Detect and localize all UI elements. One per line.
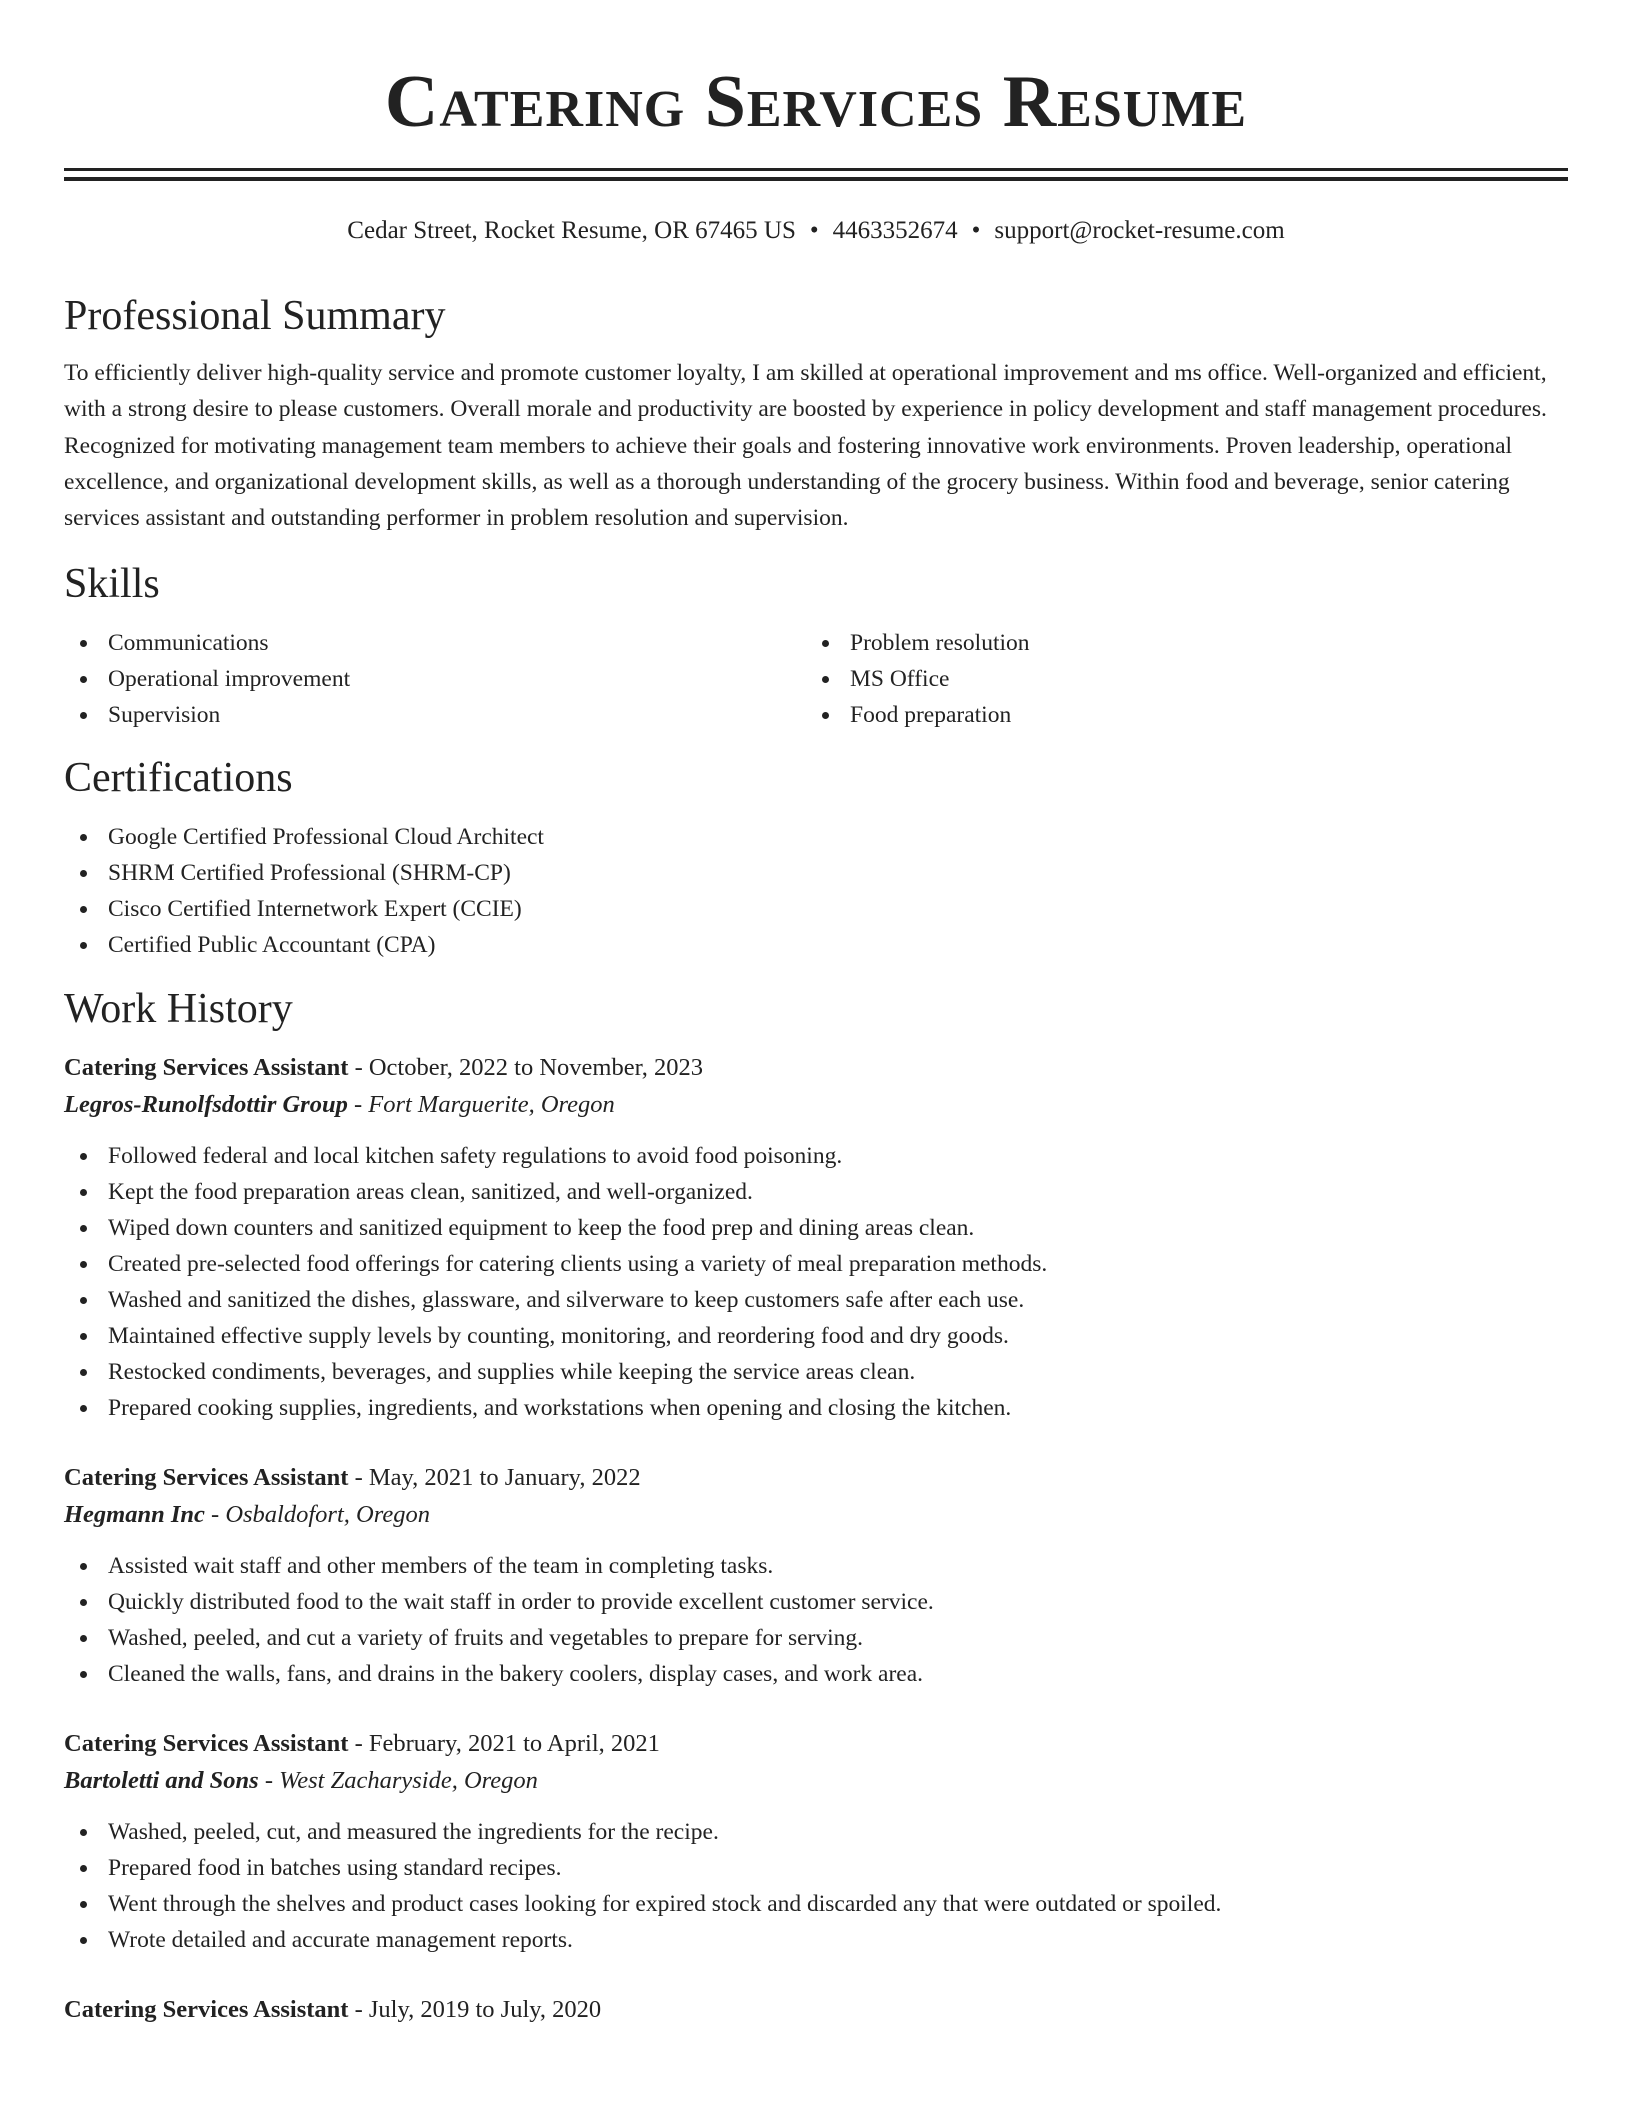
- certification-item: Cisco Certified Internetwork Expert (CCIE): [64, 891, 1568, 927]
- job-location: - West Zacharyside, Oregon: [258, 1767, 538, 1795]
- job-bullet: Washed, peeled, cut, and measured the ingredients for the recipe.: [64, 1814, 1568, 1850]
- job-bullet: Kept the food preparation areas clean, sanitized, and well-organized.: [64, 1174, 1568, 1210]
- contact-line: [64, 215, 1568, 247]
- job-bullet: Washed, peeled, and cut a variety of fruits and vegetables to prepare for serving.: [64, 1620, 1568, 1656]
- job-company: Legros-Runolfsdottir Group: [64, 1091, 348, 1119]
- job-title-line: [64, 1992, 1568, 2028]
- skill-item: Problem resolution: [806, 625, 1548, 661]
- job-bullet: Created pre-selected food offerings for catering clients using a variety of meal preparation methods.: [64, 1246, 1568, 1282]
- contact-phone: 4463352674: [832, 217, 958, 244]
- contact-email: support@rocket-resume.com: [994, 217, 1285, 244]
- job-dates: - May, 2021 to January, 2022: [348, 1464, 641, 1492]
- skill-item: Communications: [64, 625, 806, 661]
- job-dates: - October, 2022 to November, 2023: [348, 1054, 704, 1082]
- job-title: Catering Services Assistant: [64, 1730, 349, 1758]
- skills-list-left: [64, 625, 806, 733]
- job-bullet: Maintained effective supply levels by counting, monitoring, and reordering food and dry goods.: [64, 1318, 1568, 1354]
- resume-page: [64, 0, 1568, 2028]
- job-bullet: Wrote detailed and accurate management reports.: [64, 1922, 1568, 1958]
- job-bullet: Prepared food in batches using standard recipes.: [64, 1850, 1568, 1886]
- contact-separator: •: [971, 217, 981, 244]
- contact-separator: •: [809, 217, 819, 244]
- job-location: - Fort Marguerite, Oregon: [347, 1091, 615, 1119]
- job-company: Bartoletti and Sons: [64, 1767, 259, 1795]
- job-entry: [64, 1726, 1568, 1958]
- contact-address: Cedar Street, Rocket Resume, OR 67465 US: [347, 217, 796, 244]
- title-rule-bottom: [64, 177, 1568, 181]
- job-bullet: Restocked condiments, beverages, and supplies while keeping the service areas clean.: [64, 1354, 1568, 1390]
- job-entry: [64, 1992, 1568, 2028]
- job-company-line: [64, 1086, 1568, 1124]
- certifications-heading: Certifications: [64, 755, 293, 802]
- skills-list-right: [806, 625, 1548, 733]
- job-company-line: [64, 1762, 1568, 1800]
- certifications-list: [64, 819, 1568, 963]
- certification-item: Google Certified Professional Cloud Architect: [64, 819, 1568, 855]
- job-dates: - February, 2021 to April, 2021: [348, 1730, 660, 1758]
- skills-heading: Skills: [64, 561, 160, 608]
- job-bullet: Washed and sanitized the dishes, glassware, and silverware to keep customers safe after each use.: [64, 1282, 1568, 1318]
- job-bullets: [64, 1138, 1568, 1426]
- resume-title: Catering Services Resume: [384, 61, 1248, 143]
- summary-heading: Professional Summary: [64, 293, 446, 339]
- job-bullets: [64, 1548, 1568, 1692]
- summary-text: To efficiently deliver high-quality service and promote customer loyalty, I am skilled at operational improvement and ms office. Well-organized and efficient, with a strong desire to please customers. Overall morale and productivity are boosted by experience in policy development and staff management procedures. Recognized for motivating management team members to achieve their goals and fostering innovative work environments. Proven leadership, operational excellence, and organizational development skills, as well as a thorough understanding of the grocery business. Within food and beverage, senior catering services assistant and outstanding performer in problem resolution and supervision.: [64, 360, 1547, 532]
- job-title-line: [64, 1460, 1568, 1496]
- job-bullet: Assisted wait staff and other members of the team in completing tasks.: [64, 1548, 1568, 1584]
- job-title-line: [64, 1050, 1568, 1086]
- job-bullet: Prepared cooking supplies, ingredients, and workstations when opening and closing the kitchen.: [64, 1390, 1568, 1426]
- skills-columns: [64, 625, 1568, 733]
- job-bullet: Quickly distributed food to the wait staff in order to provide excellent customer service.: [64, 1584, 1568, 1620]
- job-title: Catering Services Assistant: [64, 1054, 349, 1082]
- job-bullet: Went through the shelves and product cases looking for expired stock and discarded any that were outdated or spoiled.: [64, 1886, 1568, 1922]
- job-bullets: [64, 1814, 1568, 1958]
- work-history-heading: Work History: [64, 986, 293, 1033]
- certification-item: Certified Public Accountant (CPA): [64, 927, 1568, 963]
- job-location: - Osbaldofort, Oregon: [204, 1501, 430, 1529]
- job-bullet: Followed federal and local kitchen safety regulations to avoid food poisoning.: [64, 1138, 1568, 1174]
- job-title: Catering Services Assistant: [64, 1464, 349, 1492]
- job-entry: [64, 1460, 1568, 1692]
- job-bullet: Wiped down counters and sanitized equipment to keep the food prep and dining areas clean.: [64, 1210, 1568, 1246]
- job-dates: - July, 2019 to July, 2020: [348, 1996, 602, 2024]
- job-title-line: [64, 1726, 1568, 1762]
- job-bullet: Cleaned the walls, fans, and drains in the bakery coolers, display cases, and work area.: [64, 1656, 1568, 1692]
- skill-item: MS Office: [806, 661, 1548, 697]
- title-rule-top: [64, 168, 1568, 171]
- job-company: Hegmann Inc: [64, 1501, 205, 1529]
- certification-item: SHRM Certified Professional (SHRM-CP): [64, 855, 1568, 891]
- job-company-line: [64, 1496, 1568, 1534]
- skill-item: Food preparation: [806, 697, 1548, 733]
- skill-item: Operational improvement: [64, 661, 806, 697]
- job-title: Catering Services Assistant: [64, 1996, 349, 2024]
- skill-item: Supervision: [64, 697, 806, 733]
- job-entry: [64, 1050, 1568, 1426]
